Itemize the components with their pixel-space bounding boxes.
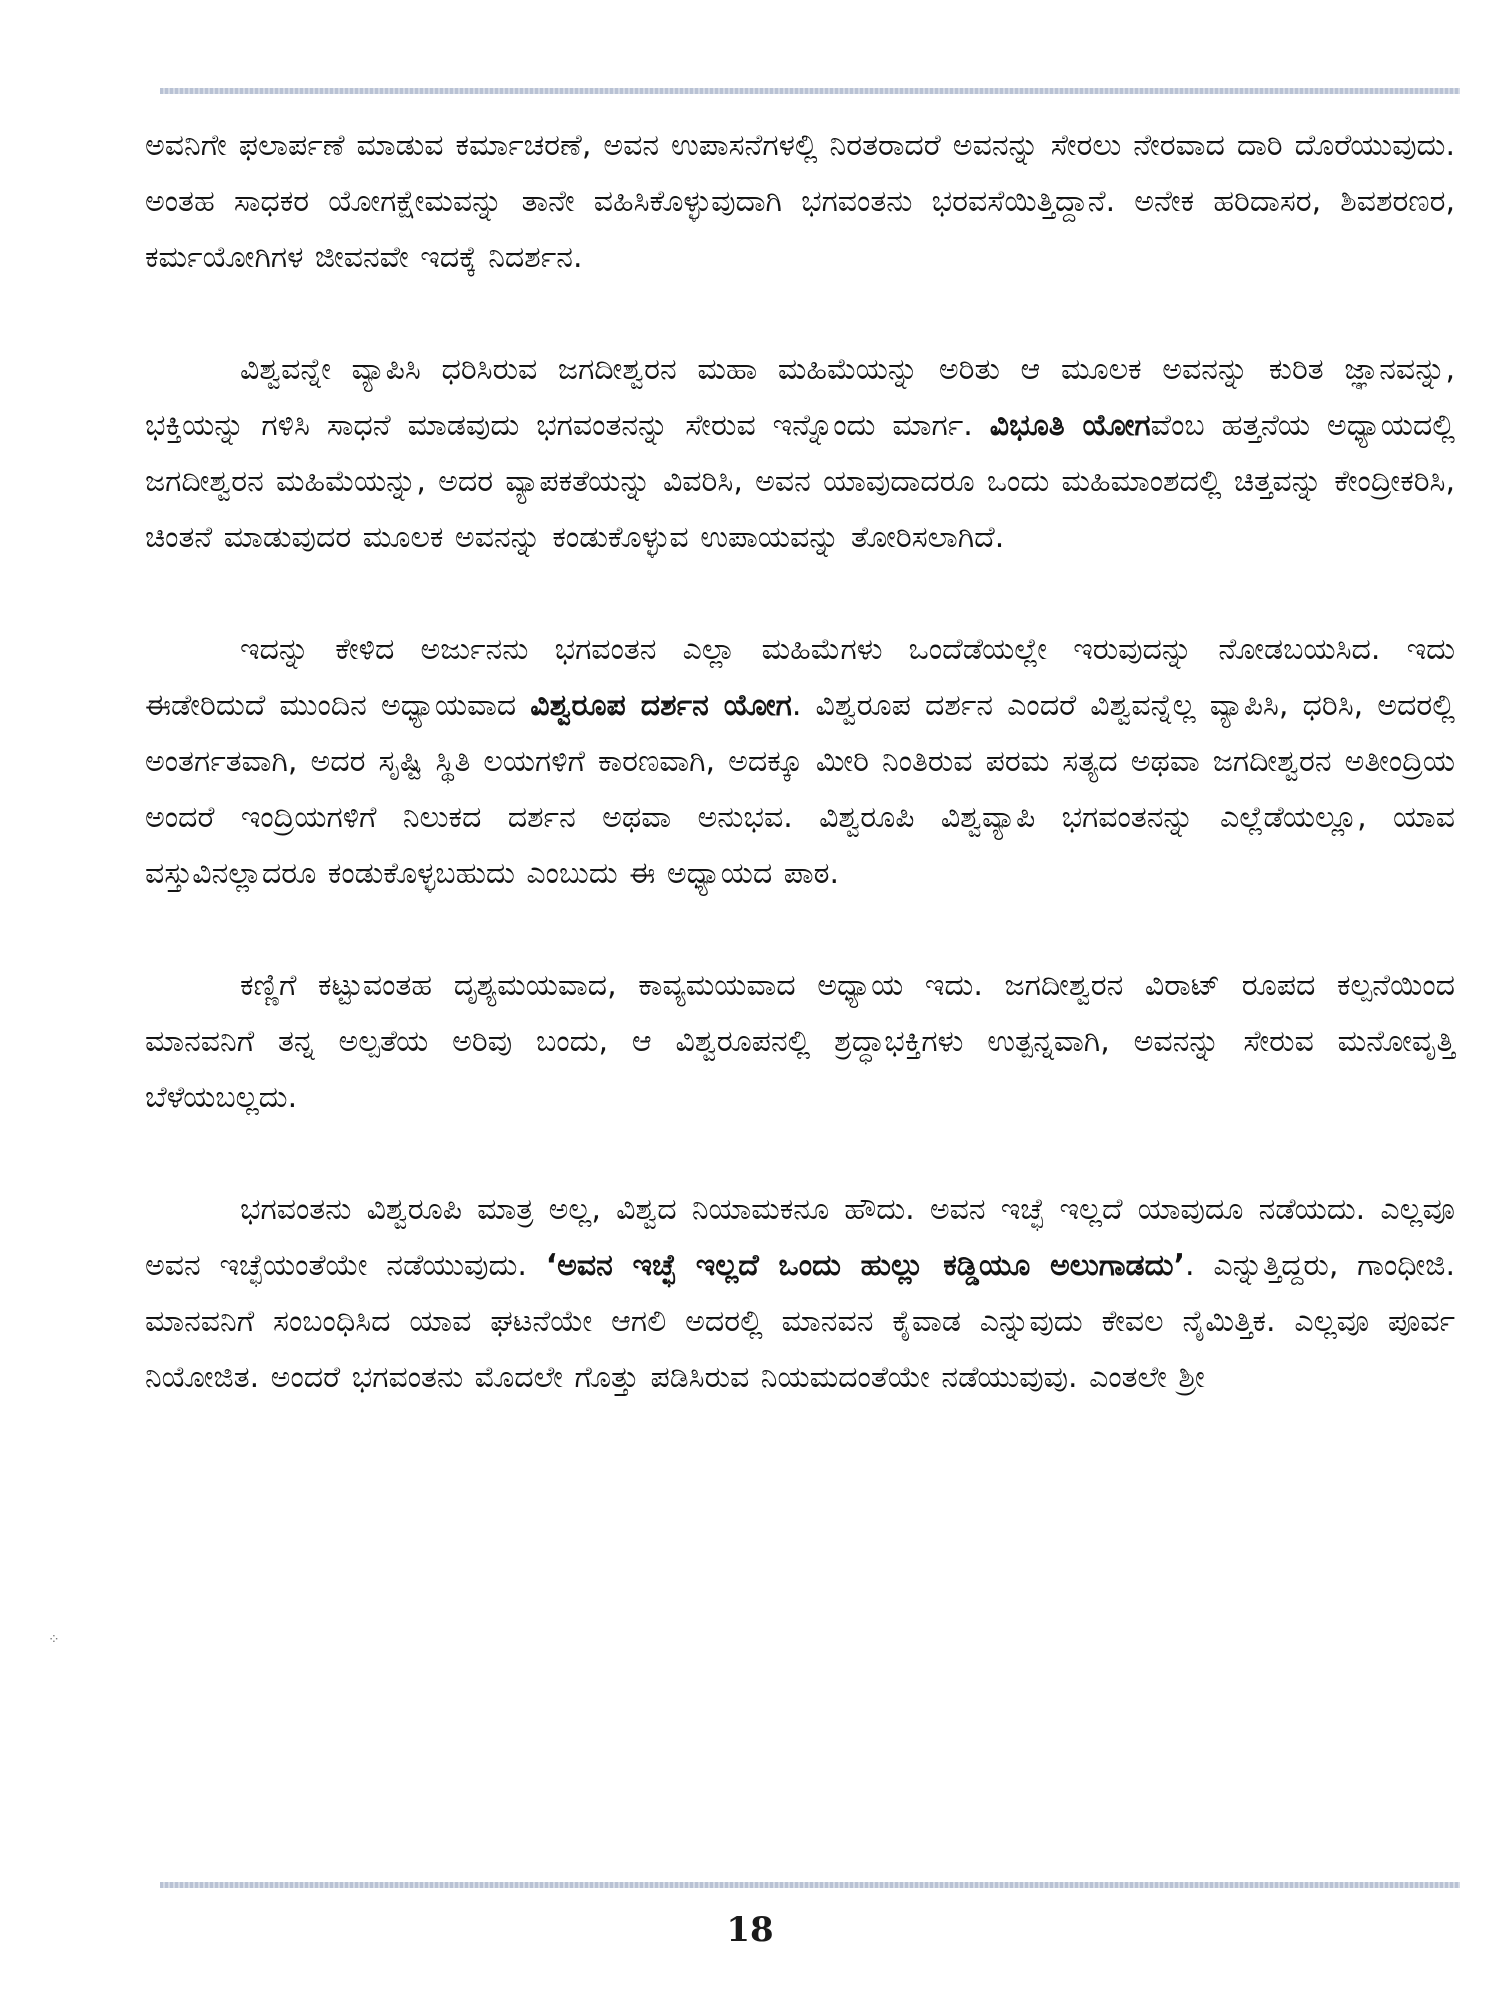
- paragraph: [145, 342, 1455, 566]
- paragraph-text: . ಎನ್ನುತ್ತಿದ್ದರು, ಗಾಂಧೀಜಿ. ಮಾನವನಿಗೆ ಸಂಬಂಧಿಸಿದ ಯಾವ ಘಟನೆಯೇ ಆಗಲಿ ಅದರಲ್ಲಿ ಮಾನವನ ಕೈವಾಡ ಎನ್ನುವುದು ಕೇವಲ ನೈಮಿತ್ತಿಕ. ಎಲ್ಲವೂ ಪೂರ್ವ ನಿಯೋಜಿತ. ಅಂದರೆ ಭಗವಂತನು ಮೊದಲೇ ಗೊತ್ತು ಪಡಿಸಿರುವ ನಿಯಮದಂತೆಯೇ ನಡೆಯುವುವು. ಎಂತಲೇ ಶ್ರೀ: [145, 1248, 1455, 1395]
- paragraph-text: ಅವನಿಗೇ ಫಲಾರ್ಪಣೆ ಮಾಡುವ ಕರ್ಮಾಚರಣೆ, ಅವನ ಉಪಾಸನೆಗಳಲ್ಲಿ ನಿರತರಾದರೆ ಅವನನ್ನು ಸೇರಲು ನೇರವಾದ ದಾರಿ ದೊರೆಯುವುದು. ಅಂತಹ ಸಾಧಕರ ಯೋಗಕ್ಷೇಮವನ್ನು ತಾನೇ ವಹಿಸಿಕೊಳ್ಳುವುದಾಗಿ ಭಗವಂತನು ಭರವಸೆಯಿತ್ತಿದ್ದಾನೆ. ಅನೇಕ ಹರಿದಾಸರ, ಶಿವಶರಣರ, ಕರ್ಮಯೋಗಿಗಳ ಜೀವನವೇ ಇದಕ್ಕೆ ನಿದರ್ಶನ.: [145, 128, 1455, 275]
- paragraph: [145, 622, 1455, 902]
- paragraph-text: ವೆಂಬ ಹತ್ತನೆಯ ಅಧ್ಯಾಯದಲ್ಲಿ ಜಗದೀಶ್ವರನ ಮಹಿಮೆಯನ್ನು, ಅದರ ವ್ಯಾಪಕತೆಯನ್ನು ವಿವರಿಸಿ, ಅವನ ಯಾವುದಾದರೂ ಒಂದು ಮಹಿಮಾಂಶದಲ್ಲಿ ಚಿತ್ತವನ್ನು ಕೇಂದ್ರೀಕರಿಸಿ, ಚಿಂತನೆ ಮಾಡುವುದರ ಮೂಲಕ ಅವನನ್ನು ಕಂಡುಕೊಳ್ಳುವ ಉಪಾಯವನ್ನು ತೋರಿಸಲಾಗಿದೆ.: [145, 408, 1455, 555]
- paragraph-text: . ವಿಶ್ವರೂಪ ದರ್ಶನ ಎಂದರೆ ವಿಶ್ವವನ್ನೆಲ್ಲ ವ್ಯಾಪಿಸಿ, ಧರಿಸಿ, ಅದರಲ್ಲಿ ಅಂತರ್ಗತವಾಗಿ, ಅದರ ಸೃಷ್ಟಿ ಸ್ಥಿತಿ ಲಯಗಳಿಗೆ ಕಾರಣವಾಗಿ, ಅದಕ್ಕೂ ಮೀರಿ ನಿಂತಿರುವ ಪರಮ ಸತ್ಯದ ಅಥವಾ ಜಗದೀಶ್ವರನ ಅತೀಂದ್ರಿಯ ಅಂದರೆ ಇಂದ್ರಿಯಗಳಿಗೆ ನಿಲುಕದ ದರ್ಶನ ಅಥವಾ ಅನುಭವ. ವಿಶ್ವರೂಪಿ ವಿಶ್ವವ್ಯಾಪಿ ಭಗವಂತನನ್ನು ಎಲ್ಲೆಡೆಯಲ್ಲೂ, ಯಾವ ವಸ್ತುವಿನಲ್ಲಾದರೂ ಕಂಡುಕೊಳ್ಳಬಹುದು ಎಂಬುದು ಈ ಅಧ್ಯಾಯದ ಪಾಠ.: [145, 688, 1455, 891]
- paragraph-text: ಭಗವಂತನು ವಿಶ್ವರೂಪಿ ಮಾತ್ರ ಅಲ್ಲ, ವಿಶ್ವದ ನಿಯಾಮಕನೂ ಹೌದು. ಅವನ ಇಚ್ಛೆ ಇಲ್ಲದೆ ಯಾವುದೂ ನಡೆಯದು. ಎಲ್ಲವೂ ಅವನ ಇಚ್ಛೆಯಂತೆಯೇ ನಡೆಯುವುದು.: [145, 1192, 1455, 1283]
- page-number: 18: [726, 1910, 774, 1950]
- top-rule: [160, 88, 1460, 94]
- paragraph-text: ಇದನ್ನು ಕೇಳಿದ ಅರ್ಜುನನು ಭಗವಂತನ ಎಲ್ಲಾ ಮಹಿಮೆಗಳು ಒಂದೆಡೆಯಲ್ಲೇ ಇರುವುದನ್ನು ನೋಡಬಯಸಿದ. ಇದು ಈಡೇರಿದುದೆ ಮುಂದಿನ ಅಧ್ಯಾಯವಾದ: [145, 632, 1455, 723]
- bold-quote: ‘ಅವನ ಇಚ್ಛೆ ಇಲ್ಲದೆ ಒಂದು ಹುಲ್ಲು ಕಡ್ಡಿಯೂ ಅಲುಗಾಡದು’: [545, 1248, 1185, 1283]
- bold-term: ವಿಶ್ವರೂಪ ದರ್ಶನ ಯೋಗ: [530, 688, 792, 723]
- scan-speck: ⁘: [48, 1632, 60, 1648]
- paragraph: [145, 118, 1455, 286]
- paragraph-text: ವಿಶ್ವವನ್ನೇ ವ್ಯಾಪಿಸಿ ಧರಿಸಿರುವ ಜಗದೀಶ್ವರನ ಮಹಾ ಮಹಿಮೆಯನ್ನು ಅರಿತು ಆ ಮೂಲಕ ಅವನನ್ನು ಕುರಿತ ಜ್ಞಾನವನ್ನು, ಭಕ್ತಿಯನ್ನು ಗಳಿಸಿ ಸಾಧನೆ ಮಾಡವುದು ಭಗವಂತನನ್ನು ಸೇರುವ ಇನ್ನೊಂದು ಮಾರ್ಗ.: [145, 352, 1455, 443]
- bottom-rule: [160, 1882, 1460, 1888]
- bold-term: ವಿಭೂತಿ ಯೋಗ: [989, 408, 1151, 443]
- paragraph: [145, 1182, 1455, 1406]
- paragraph-text: ಕಣ್ಣಿಗೆ ಕಟ್ಟುವಂತಹ ದೃಶ್ಯಮಯವಾದ, ಕಾವ್ಯಮಯವಾದ ಅಧ್ಯಾಯ ಇದು. ಜಗದೀಶ್ವರನ ವಿರಾಟ್ ರೂಪದ ಕಲ್ಪನೆಯಿಂದ ಮಾನವನಿಗೆ ತನ್ನ ಅಲ್ಪತೆಯ ಅರಿವು ಬಂದು, ಆ ವಿಶ್ವರೂಪನಲ್ಲಿ ಶ್ರದ್ಧಾಭಕ್ತಿಗಳು ಉತ್ಪನ್ನವಾಗಿ, ಅವನನ್ನು ಸೇರುವ ಮನೋವೃತ್ತಿ ಬೆಳೆಯಬಲ್ಲದು.: [145, 968, 1455, 1115]
- page-body: [145, 118, 1455, 1406]
- paragraph: [145, 958, 1455, 1126]
